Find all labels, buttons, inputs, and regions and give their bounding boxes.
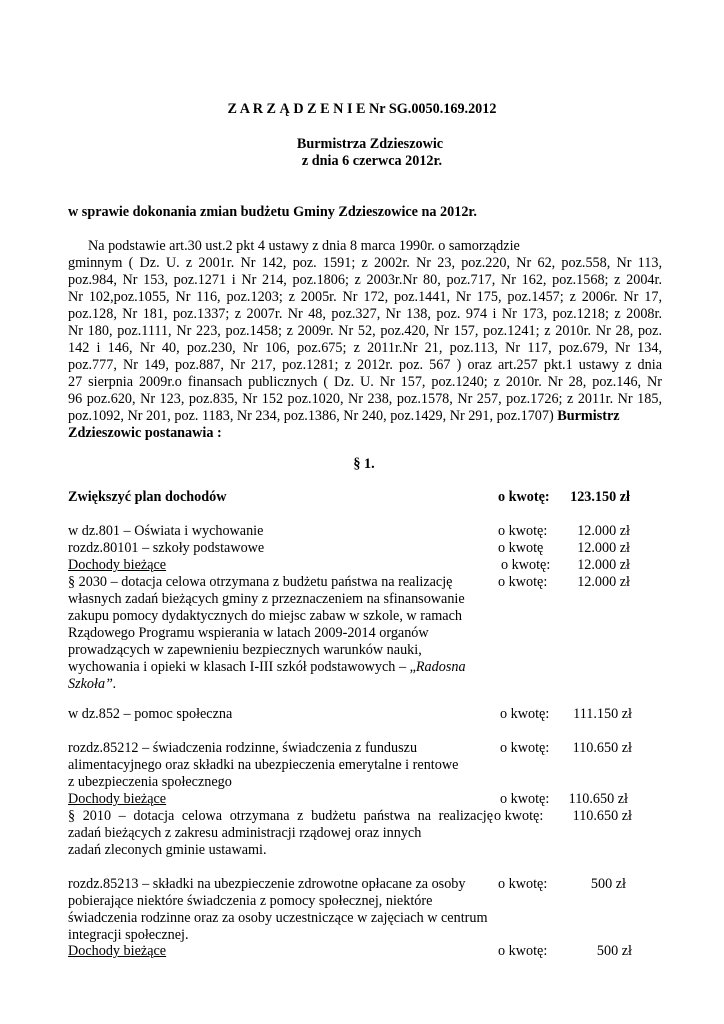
kw-p2030: o kwotę:	[498, 574, 548, 590]
item-p2030: § 2030 – dotacja celowa otrzymana z budżetu państwa na realizację własnych zadań bieżących gminy z przeznaczeniem na sfinansowanie zakupu pomocy dydaktycznych do miejsc zabaw w szkole, w ramach Rządowego Programu wspierania w latach 2009-2014 organów prowadzących w zapewnieniu bezpiecznych warunków nauki, wychowania i opieki w klasach I-III szkół podstawowych – „Radosna Szkoła”.	[68, 574, 466, 692]
kw-dochody3: o kwotę:	[498, 943, 548, 959]
amount-dochody1: 12.000 zł	[577, 557, 630, 573]
kw-dz801: o kwotę:	[498, 523, 548, 539]
preamble-line: gminnym ( Dz. U. z 2001r. Nr 142, poz. 1591; z 2002r. Nr 23, poz.220, Nr 62, poz.558, Nr 113,	[68, 255, 662, 271]
kw-r80101: o kwotę	[498, 540, 544, 556]
item-p2010: § 2010 – dotacja celowa otrzymana z budżetu państwa na realizację zadań bieżących z zakresu administracji rządowej oraz innych zadań zleconych gminie ustawami.	[68, 808, 493, 858]
issuer: Burmistrza Zdzieszowic	[296, 136, 444, 152]
preamble-line: poz.984, Nr 153, poz.1271 i Nr 214, poz.1806; z 2003r.Nr 80, poz.717, Nr 162, poz.1568; z 2004r.	[68, 272, 662, 288]
section-number: § 1.	[353, 456, 375, 472]
item-r85212: rozdz.85212 – świadczenia rodzinne, świadczenia z funduszu alimentacyjnego oraz składki na ubezpieczenia emerytalne i rentowe z ubezpieczenia społecznego	[68, 740, 459, 790]
amount-dz852: 111.150 zł	[573, 706, 632, 722]
amount-p2010: 110.650 zł	[572, 808, 632, 824]
kw-p2010: o kwotę:	[494, 808, 544, 824]
item-dz801: w dz.801 – Oświata i wychowanie	[68, 523, 264, 539]
amount-dochody3: 500 zł	[596, 943, 632, 959]
preamble	[68, 238, 662, 442]
current-income-1: Dochody bieżące	[68, 557, 167, 573]
issue-date: z dnia 6 czerwca 2012r.	[301, 153, 443, 169]
preamble-line: Nr 102,poz.1055, Nr 116, poz.1203; z 2005r. Nr 172, poz.1441, Nr 175, poz.1457; z 2006r. Nr 17,	[68, 289, 662, 305]
kw-dz852: o kwotę:	[500, 706, 550, 722]
current-income-3: Dochody bieżące	[68, 943, 167, 959]
amount-dz801: 12.000 zł	[577, 523, 630, 539]
preamble-line: Na podstawie art.30 ust.2 pkt 4 ustawy z dnia 8 marca 1990r. o samorządzie	[88, 238, 520, 254]
preamble-line: poz.128, Nr 181, poz.1337; z 2007r. Nr 48, poz.327, Nr 138, poz. 974 i Nr 173, poz.1218; z 2008r.	[68, 306, 662, 322]
kw-dochody2: o kwotę:	[500, 791, 550, 807]
preamble-line: poz.777, Nr 149, poz.887, Nr 217, poz.1281; z 2012r. poz. 567 ) oraz art.257 pkt.1 ustawy z dnia	[68, 357, 662, 373]
subject-line: w sprawie dokonania zmian budżetu Gminy Zdzieszowice na 2012r.	[68, 204, 477, 220]
preamble-line: 96 poz.620, Nr 123, poz.835, Nr 152 poz.1020, Nr 238, poz.1578, Nr 257, poz.1726; z 2011r. Nr 185,	[68, 391, 662, 407]
amount-r85212: 110.650 zł	[572, 740, 632, 756]
preamble-closing: Zdzieszowic postanawia :	[68, 425, 222, 441]
item-r80101: rozdz.80101 – szkoły podstawowe	[68, 540, 265, 556]
preamble-line: Nr 180, poz.1111, Nr 223, poz.1458; z 2009r. Nr 52, poz.420, Nr 157, poz.1241; z 2010r. Nr 28, poz.	[68, 323, 662, 339]
preamble-line: 27 sierpnia 2009r.o finansach publicznych ( Dz. U. Nr 157, poz.1240; z 2010r. Nr 28, poz.146, Nr	[68, 374, 662, 390]
kw-r85212: o kwotę:	[500, 740, 550, 756]
item-r85213: rozdz.85213 – składki na ubezpieczenie zdrowotne opłacane za osoby pobierające niektóre świadczenia z pomocy społecznej, niektóre świadczenia rodzinne oraz za osoby uczestniczące w zajęciach w centrum integracji społecznej.	[68, 876, 488, 943]
amount-r80101: 12.000 zł	[577, 540, 630, 556]
kw-r85213: o kwotę:	[498, 876, 548, 892]
current-income-2: Dochody bieżące	[68, 791, 167, 807]
amount-r85213: 500 zł	[590, 876, 626, 892]
increase-kw: o kwotę:	[498, 489, 550, 505]
preamble-line-with-bold: poz.1092, Nr 201, poz. 1183, Nr 234, poz.1386, Nr 240, poz.1429, Nr 291, poz.1707) Burmistrz	[68, 408, 620, 424]
increase-label: Zwiększyć plan dochodów	[68, 489, 227, 505]
amount-dochody2: 110.650 zł	[568, 791, 628, 807]
amount-p2030: 12.000 zł	[577, 574, 630, 590]
ordinance-title: Z A R Z Ą D Z E N I E Nr SG.0050.169.2012	[227, 101, 497, 117]
preamble-line: 142 i 146, Nr 40, poz.230, Nr 106, poz.675; z 2011r.Nr 21, poz.113, Nr 117, poz.679, Nr 134,	[68, 340, 662, 356]
increase-amount: 123.150 zł	[570, 489, 630, 505]
kw-dochody1: o kwotę:	[501, 557, 551, 573]
item-dz852: w dz.852 – pomoc społeczna	[68, 706, 233, 722]
